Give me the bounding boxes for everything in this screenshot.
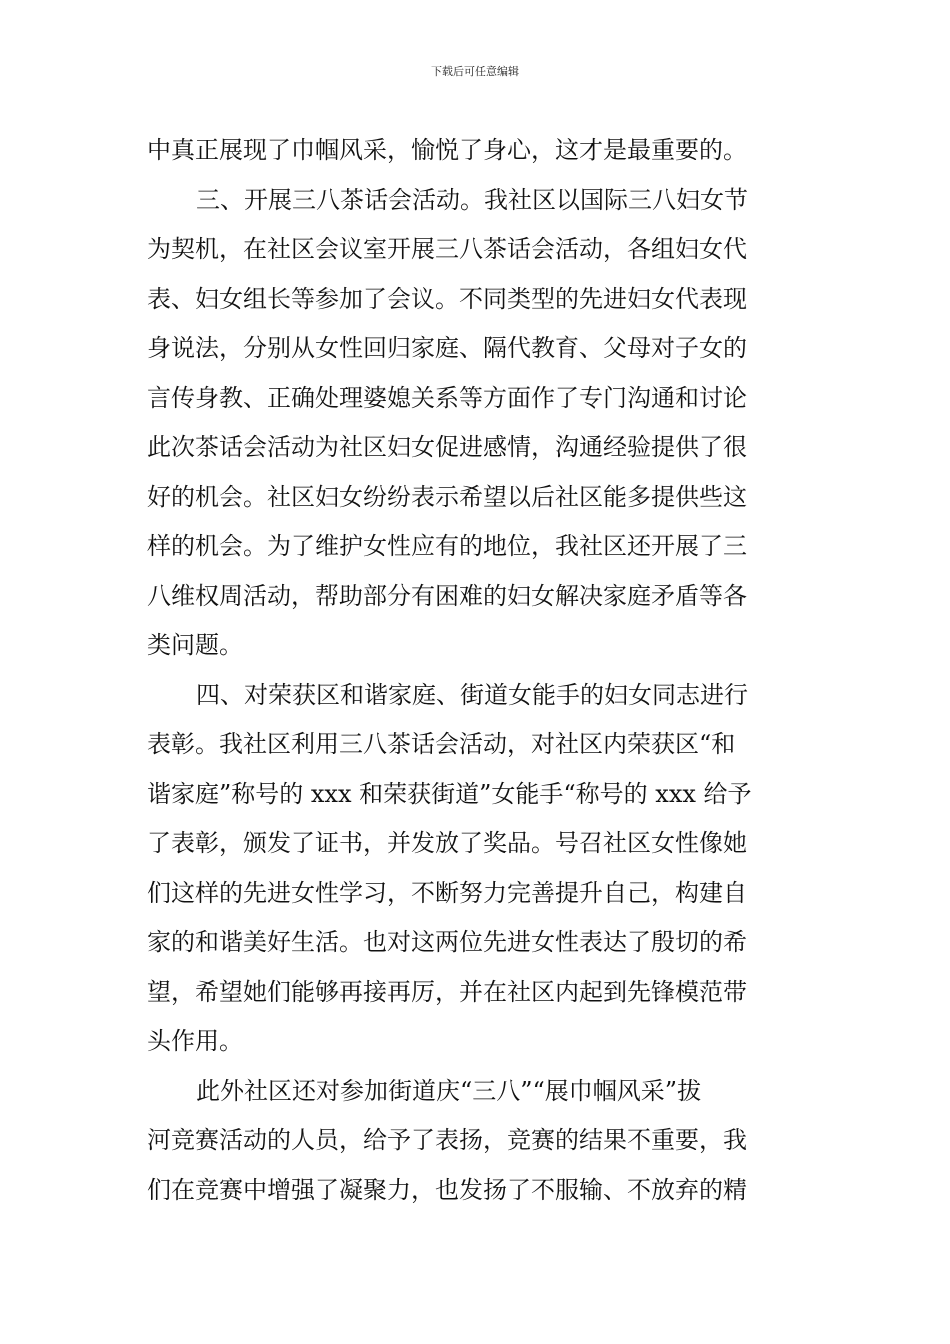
text-line: 望，希望她们能够再接再厉，并在社区内起到先锋模范带 [147, 977, 747, 1006]
text-line: 身说法，分别从女性回归家庭、隔代教育、父母对子女的 [147, 334, 747, 362]
text-line: 类问题。 [147, 631, 243, 659]
paragraph-start-line: 此外社区还对参加街道庆“三八”“展巾帼风采”拔 [196, 1076, 702, 1105]
text-line: 了表彰，颁发了证书，并发放了奖品。号召社区女性像她 [147, 829, 747, 857]
text-line: 头作用。 [147, 1027, 243, 1055]
text-line: 们在竞赛中增强了凝聚力，也发扬了不服输、不放弃的精 [147, 1175, 747, 1204]
text-line: 言传身教、正确处理婆媳关系等方面作了专门沟通和讨论 [147, 383, 747, 412]
text-line: 样的机会。为了维护女性应有的地位，我社区还开展了三 [147, 532, 747, 560]
text-line: 表彰。我社区利用三八茶话会活动，对社区内荣获区“和 [147, 730, 736, 758]
paragraph-start-line: 三、开展三八茶话会活动。我社区以国际三八妇女节 [196, 185, 748, 214]
paragraph-start-line: 四、对荣获区和谐家庭、街道女能手的妇女同志进行 [196, 680, 748, 709]
text-line: 表、妇女组长等参加了会议。不同类型的先进妇女代表现 [147, 284, 747, 313]
text-line: 中真正展现了巾帼风采，愉悦了身心，这才是最重要的。 [147, 136, 747, 164]
text-line: 们这样的先进女性学习，不断努力完善提升自己，构建自 [147, 878, 747, 907]
text-line: 谐家庭”称号的 xxx 和荣获街道”女能手“称号的 xxx 给予 [147, 779, 752, 808]
text-line: 为契机，在社区会议室开展三八茶话会活动，各组妇女代 [147, 235, 747, 263]
text-line: 八维权周活动，帮助部分有困难的妇女解决家庭矛盾等各 [147, 581, 747, 610]
page-header: 下载后可任意编辑 [431, 65, 519, 78]
text-line: 此次茶话会活动为社区妇女促进感情，沟通经验提供了很 [147, 433, 747, 461]
text-line: 家的和谐美好生活。也对这两位先进女性表达了殷切的希 [147, 928, 747, 956]
document-body [147, 126, 817, 1215]
text-line: 河竞赛活动的人员，给予了表扬，竞赛的结果不重要，我 [147, 1126, 747, 1154]
text-line: 好的机会。社区妇女纷纷表示希望以后社区能多提供些这 [147, 482, 747, 511]
